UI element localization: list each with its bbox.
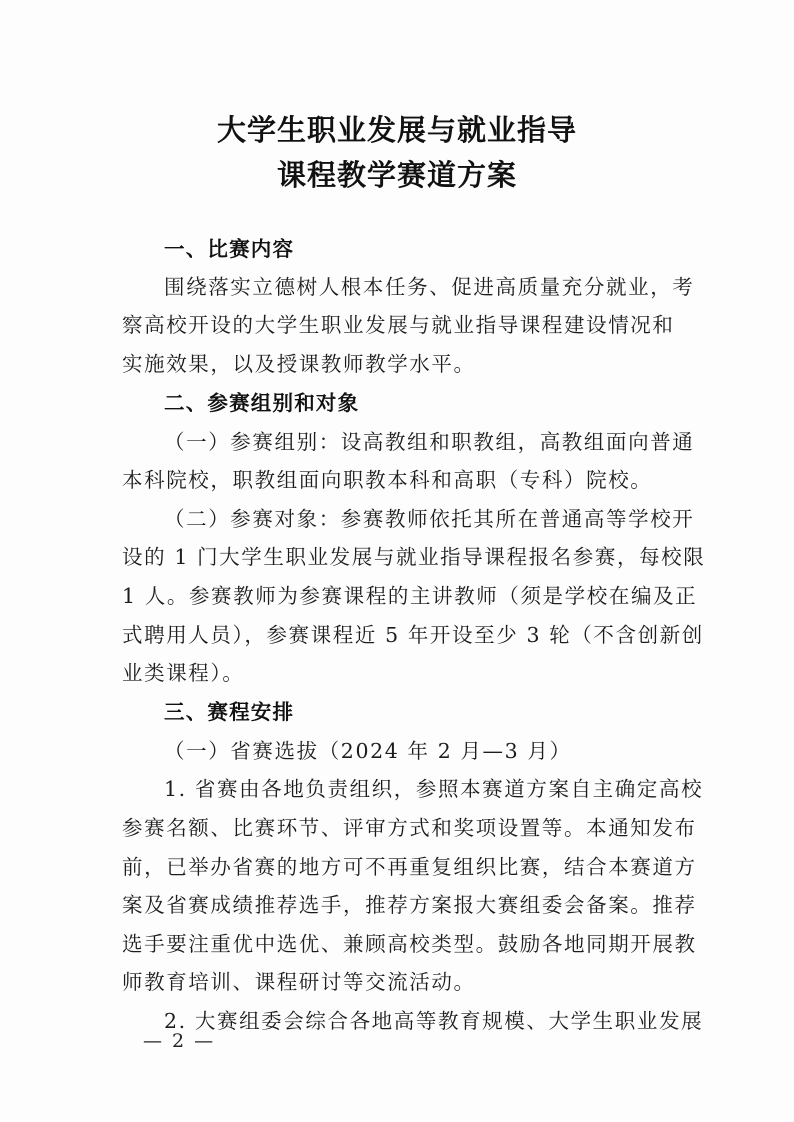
paragraph-line: 参赛名额、比赛环节、评审方式和奖项设置等。本通知发布 — [122, 816, 697, 840]
paragraph-line: 围绕落实立德树人根本任务、促进高质量充分就业，考 — [164, 275, 695, 299]
paragraph-line: 2. 大赛组委会综合各地高等教育规模、大学生职业发展 — [164, 1009, 704, 1033]
section-heading-1: 一、比赛内容 — [164, 237, 295, 261]
paragraph-line: 式聘用人员），参赛课程近 5 年开设至少 3 轮（不含创新创 — [122, 623, 704, 647]
paragraph-line: 本科院校，职教组面向职教本科和高职（专科）院校。 — [122, 468, 653, 492]
paragraph-line: 察高校开设的大学生职业发展与就业指导课程建设情况和 — [122, 313, 675, 337]
document-title-line-1: 大学生职业发展与就业指导 — [216, 113, 577, 147]
paragraph-line: （一）参赛组别：设高教组和职教组，高教组面向普通 — [164, 430, 695, 454]
document-title-line-2: 课程教学赛道方案 — [276, 158, 517, 192]
paragraph-line: 设的 1 门大学生职业发展与就业指导课程报名参赛，每校限 — [122, 545, 706, 569]
paragraph-line: 师教育培训、课程研讨等交流活动。 — [122, 970, 476, 994]
subsection-heading: （一）省赛选拔（2024 年 2 月—3 月） — [164, 739, 572, 763]
paragraph-line: 1. 省赛由各地负责组织，参照本赛道方案自主确定高校 — [164, 777, 704, 801]
paragraph-line: 业类课程）。 — [122, 661, 245, 685]
section-heading-3: 三、赛程安排 — [164, 700, 295, 724]
paragraph-line: 1 人。参赛教师为参赛课程的主讲教师（须是学校在编及正 — [122, 584, 698, 608]
paragraph-line: 案及省赛成绩推荐选手，推荐方案报大赛组委会备案。推荐 — [122, 893, 697, 917]
page-number: — 2 — — [143, 1030, 216, 1052]
paragraph-line: （二）参赛对象：参赛教师依托其所在普通高等学校开 — [164, 507, 695, 531]
section-heading-2: 二、参赛组别和对象 — [164, 391, 360, 415]
paragraph-line: 实施效果，以及授课教师教学水平。 — [122, 352, 476, 376]
paragraph-line: 前，已举办省赛的地方可不再重复组织比赛，结合本赛道方 — [122, 855, 697, 879]
paragraph-line: 选手要注重优中选优、兼顾高校类型。鼓励各地同期开展教 — [122, 932, 697, 956]
